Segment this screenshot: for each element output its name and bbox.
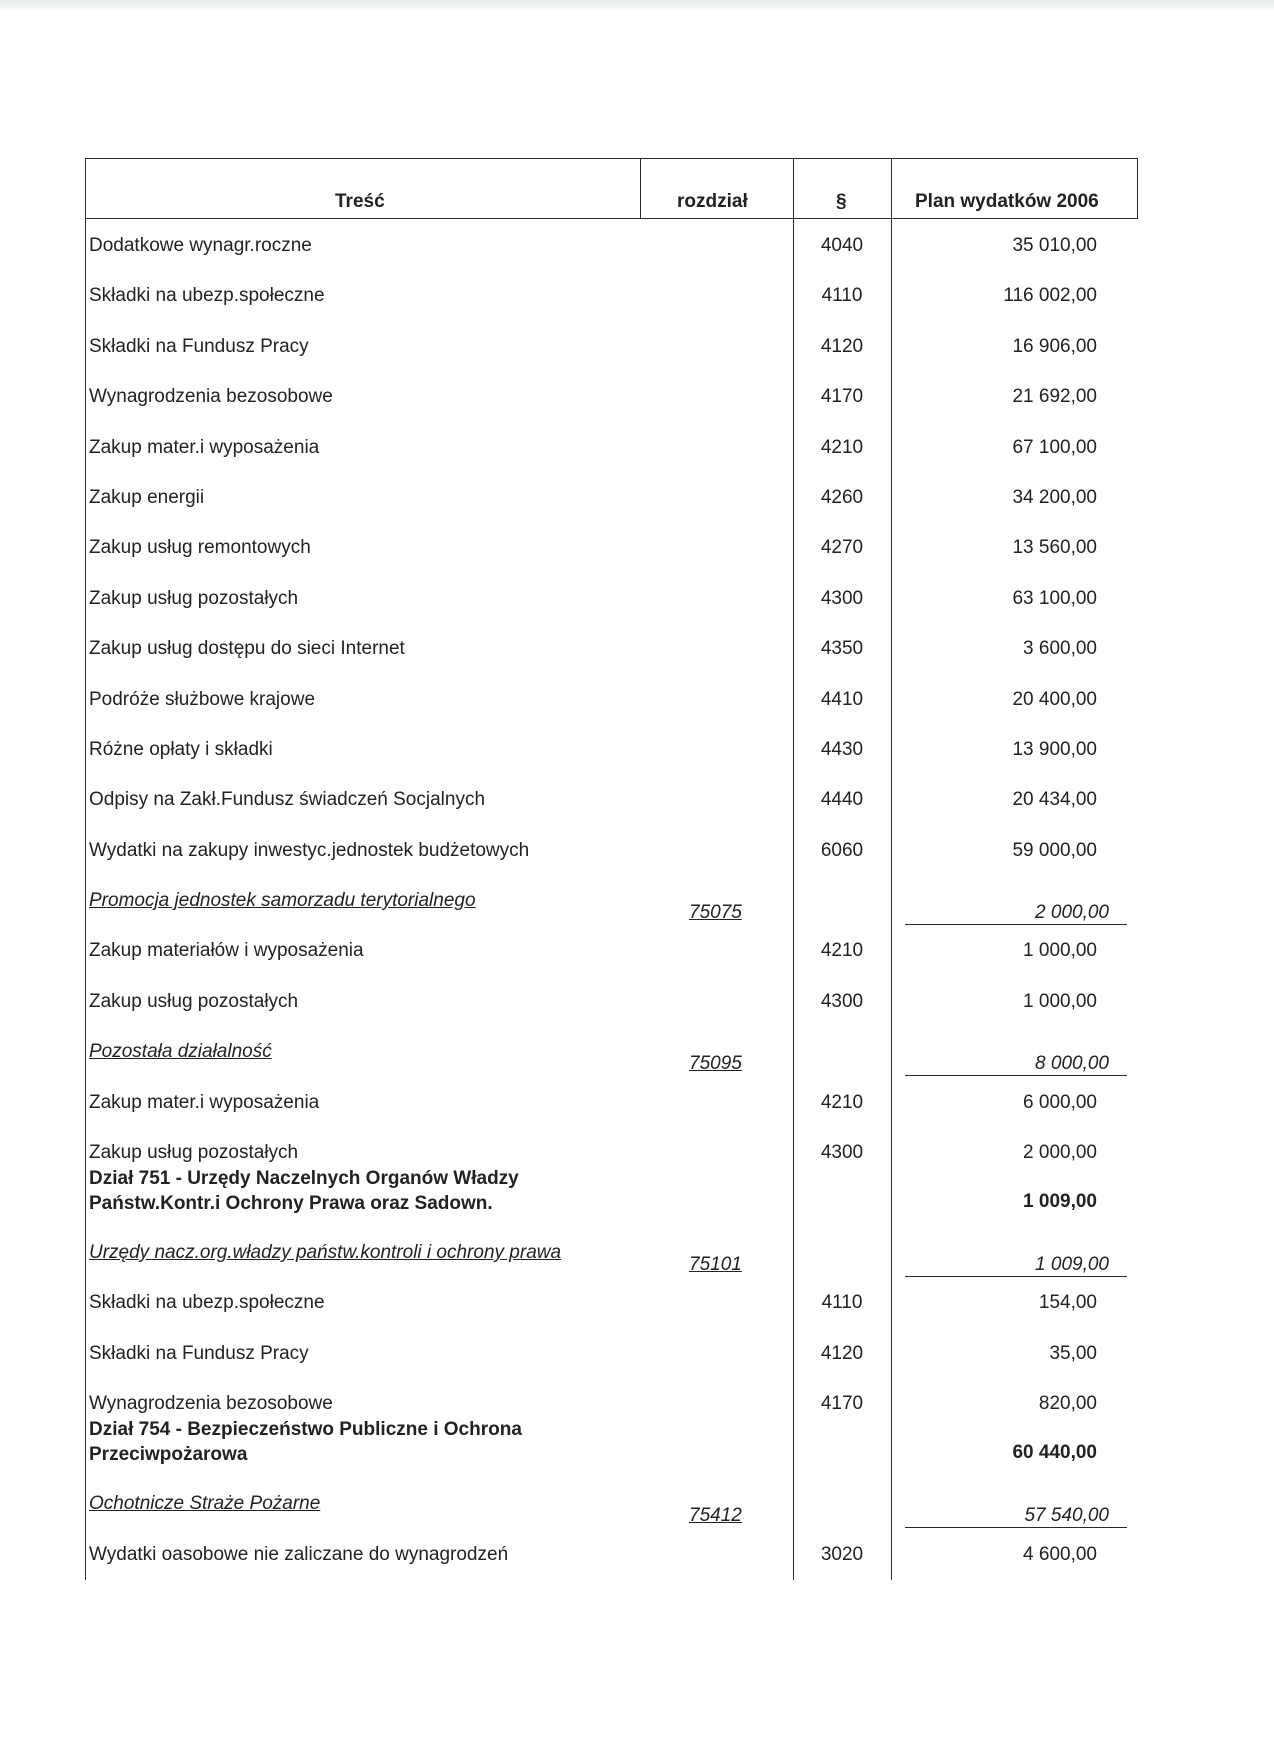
column-border-rozdzial <box>640 158 641 218</box>
cell-paragraf: 4040 <box>820 235 864 256</box>
cell-paragraf: 4260 <box>820 486 864 508</box>
header-plan: Plan wydatków 2006 <box>915 191 1099 212</box>
table-row <box>85 939 1138 989</box>
cell-tresc: Urzędy nacz.org.władzy państw.kontroli i ochrony prawa <box>89 1242 562 1264</box>
cell-paragraf: 4410 <box>820 688 864 710</box>
cell-tresc: Dodatkowe wynagr.roczne <box>89 235 312 256</box>
cell-rozdzial: 75101 <box>689 1254 742 1276</box>
dzial-total: 1 009,00 <box>1023 1191 1097 1213</box>
cell-tresc: Składki na Fundusz Pracy <box>89 335 309 357</box>
cell-plan: 67 100,00 <box>1012 436 1097 458</box>
cell-tresc: Zakup mater.i wyposażenia <box>89 1091 320 1113</box>
cell-paragraf: 4170 <box>820 386 864 408</box>
section-row <box>85 889 1138 939</box>
header-rozdzial: rozdział <box>677 191 748 212</box>
section-row <box>85 1241 1138 1291</box>
dzial-title-line1: Dział 754 - Bezpieczeństwo Publiczne i Ochrona <box>89 1419 522 1441</box>
cell-paragraf: 4110 <box>821 1292 863 1314</box>
cell-rozdzial: 75075 <box>689 902 742 924</box>
cell-plan: 59 000,00 <box>1012 839 1097 861</box>
cell-paragraf: 4210 <box>820 940 864 962</box>
cell-tresc: Zakup usług remontowych <box>89 537 311 559</box>
cell-plan: 57 540,00 <box>905 1504 1127 1528</box>
budget-table <box>85 158 1138 1580</box>
cell-tresc: Podróże służbowe krajowe <box>89 688 316 710</box>
table-body <box>85 234 1138 1593</box>
header-bottom-border <box>85 218 1138 219</box>
cell-rozdzial: 75095 <box>689 1053 742 1075</box>
table-row <box>85 335 1138 385</box>
cell-plan: 1 009,00 <box>905 1253 1127 1277</box>
cell-paragraf: 4440 <box>820 789 864 811</box>
table-row <box>85 385 1138 435</box>
cell-tresc: Wydatki oasobowe nie zaliczane do wynagrodzeń <box>89 1543 509 1565</box>
cell-paragraf: 4430 <box>820 738 864 760</box>
cell-plan: 3 600,00 <box>1023 638 1097 660</box>
cell-paragraf: 4170 <box>820 1393 864 1415</box>
cell-plan: 4 600,00 <box>1023 1543 1097 1565</box>
dzial-title-line1: Dział 751 - Urzędy Naczelnych Organów Władzy <box>89 1168 519 1190</box>
cell-paragraf: 4120 <box>820 1342 864 1364</box>
section-row <box>85 1492 1138 1542</box>
cell-tresc: Zakup energii <box>89 486 205 508</box>
cell-plan: 13 560,00 <box>1012 537 1097 559</box>
dzial-title-line2: Państw.Kontr.i Ochrony Prawa oraz Sadown. <box>89 1193 493 1215</box>
cell-plan: 1 000,00 <box>1023 940 1097 962</box>
cell-paragraf: 4300 <box>820 990 864 1012</box>
table-row <box>85 536 1138 586</box>
section-row <box>85 1040 1138 1090</box>
cell-tresc: Zakup materiałów i wyposażenia <box>89 940 364 962</box>
cell-plan: 63 100,00 <box>1012 587 1097 609</box>
dzial-title-line2: Przeciwpożarowa <box>89 1444 248 1466</box>
cell-tresc: Zakup usług pozostałych <box>89 1142 299 1164</box>
cell-tresc: Zakup usług pozostałych <box>89 587 299 609</box>
cell-tresc: Składki na ubezp.społeczne <box>89 285 325 307</box>
cell-paragraf: 4300 <box>820 587 864 609</box>
cell-tresc: Składki na Fundusz Pracy <box>89 1342 309 1364</box>
table-row <box>85 1091 1138 1141</box>
cell-tresc: Ochotnicze Straże Pożarne <box>89 1493 321 1515</box>
cell-plan: 35 010,00 <box>1012 235 1097 256</box>
cell-tresc: Wynagrodzenia bezosobowe <box>89 1393 333 1415</box>
cell-tresc: Zakup usług pozostałych <box>89 990 299 1012</box>
cell-plan: 820,00 <box>1038 1393 1097 1415</box>
cell-plan: 2 000,00 <box>1023 1142 1097 1164</box>
table-row <box>85 1291 1138 1341</box>
cell-plan: 116 002,00 <box>1003 285 1097 307</box>
cell-plan: 154,00 <box>1038 1292 1097 1314</box>
header-paragraf: § <box>836 191 847 212</box>
cell-paragraf: 4120 <box>820 335 864 357</box>
table-row <box>85 839 1138 889</box>
table-row <box>85 587 1138 637</box>
cell-tresc: Zakup mater.i wyposażenia <box>89 436 320 458</box>
cell-plan: 2 000,00 <box>905 901 1127 925</box>
cell-plan: 13 900,00 <box>1012 738 1097 760</box>
table-row <box>85 688 1138 738</box>
table-top-border <box>85 158 1138 159</box>
cell-plan: 35,00 <box>1049 1342 1097 1364</box>
table-row <box>85 637 1138 687</box>
cell-plan: 20 434,00 <box>1012 789 1097 811</box>
table-row <box>85 234 1138 284</box>
cell-plan: 20 400,00 <box>1012 688 1097 710</box>
cell-tresc: Promocja jednostek samorzadu terytorialnego <box>89 890 476 912</box>
cell-plan: 34 200,00 <box>1012 486 1097 508</box>
table-row <box>85 738 1138 788</box>
cell-paragraf: 4270 <box>820 537 864 559</box>
table-row <box>85 1392 1138 1492</box>
cell-paragraf: 4210 <box>820 436 864 458</box>
scan-edge <box>0 0 1274 12</box>
table-row <box>85 1543 1138 1593</box>
cell-paragraf: 4300 <box>820 1142 864 1164</box>
table-row <box>85 284 1138 334</box>
cell-tresc: Zakup usług dostępu do sieci Internet <box>89 638 405 660</box>
cell-plan: 1 000,00 <box>1023 990 1097 1012</box>
cell-tresc: Wynagrodzenia bezosobowe <box>89 386 333 408</box>
table-row <box>85 990 1138 1040</box>
cell-tresc: Wydatki na zakupy inwestyc.jednostek budżetowych <box>89 839 530 861</box>
cell-plan: 16 906,00 <box>1012 335 1097 357</box>
cell-paragraf: 4110 <box>821 285 863 307</box>
cell-paragraf: 4210 <box>820 1091 864 1113</box>
cell-paragraf: 3020 <box>820 1543 864 1565</box>
cell-tresc: Odpisy na Zakł.Fundusz świadczeń Socjalnych <box>89 789 486 811</box>
cell-paragraf: 6060 <box>820 839 864 861</box>
table-row <box>85 1141 1138 1241</box>
cell-tresc: Składki na ubezp.społeczne <box>89 1292 325 1314</box>
table-row <box>85 486 1138 536</box>
cell-rozdzial: 75412 <box>689 1505 742 1527</box>
cell-plan: 21 692,00 <box>1012 386 1097 408</box>
cell-tresc: Pozostała działalność <box>89 1041 272 1063</box>
header-tresc: Treść <box>335 191 385 212</box>
cell-plan: 8 000,00 <box>905 1052 1127 1076</box>
table-row <box>85 788 1138 838</box>
cell-tresc: Różne opłaty i składki <box>89 738 273 760</box>
cell-plan: 6 000,00 <box>1023 1091 1097 1113</box>
dzial-total: 60 440,00 <box>1012 1442 1097 1464</box>
column-border-right <box>1137 158 1138 218</box>
cell-paragraf: 4350 <box>820 638 864 660</box>
table-row <box>85 436 1138 486</box>
table-row <box>85 1342 1138 1392</box>
